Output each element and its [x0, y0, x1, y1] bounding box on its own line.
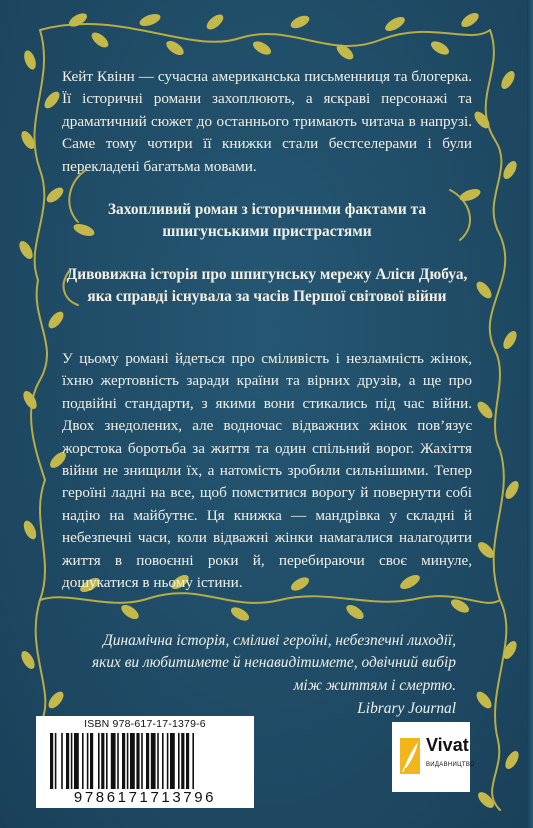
author-bio: Кейт Квінн — сучасна американська письменниця та блогерка. Її історичні романи захоплюють, а яскраві персонажі та драматичний сюжет до останнього тримають читача в напрузі. Саме тому чотири її книжки стали бестселерами і були перекладені багатьма мовами.	[62, 68, 472, 175]
isbn-barcode	[36, 716, 254, 808]
barcode-bars	[50, 733, 240, 789]
publisher-name: Vivat	[426, 735, 469, 755]
book-synopsis: У цьому романі йдеться про сміливість і незламність жінок, їхню жертовність заради країни та вірних друзів, а ще про подвійні стандарти, з якими вони стикались під час війни. Двох знедолених, але водночас відважних жінок пов’язує жорстока боротьба за життя та один спільний ворог. Жахіття війни не знищили їх, а натомість зробили сильнішими. Тепер героїні ладні на все, щоб помститися ворогу й повернути собі надію на майбутнє. Ця книжка — мандрівка у складні й небезпечні часи, коли відважні жінки намагалися налагодити життя в повоєнні роки й, перебираючи своє минуле, дошукатися в ньому істини.	[62, 350, 472, 592]
isbn-label: ISBN 978-617-17-1379-6	[84, 718, 206, 730]
review-source: Library Journal	[357, 700, 456, 717]
publisher-logo	[392, 722, 475, 792]
review-quote: Динамічна історія, сміливі героїні, небезпечні лиходії, яких ви любитимете й ненавидітимете, одвічний вибір між життям і смертю.	[91, 632, 456, 694]
ean-number: 9786171713796	[73, 789, 217, 806]
quill-icon	[396, 734, 424, 778]
publisher-subtitle: ВИДАВНИЦТВО	[426, 762, 475, 768]
tagline-primary: Захопливий роман з історичними фактами та шпигунськими пристрастями	[107, 201, 427, 241]
tagline-secondary: Дивовижна історія про шпигунську мережу Аліси Дюбуа, яка справді існувала за часів Першої світової війни	[66, 266, 468, 306]
